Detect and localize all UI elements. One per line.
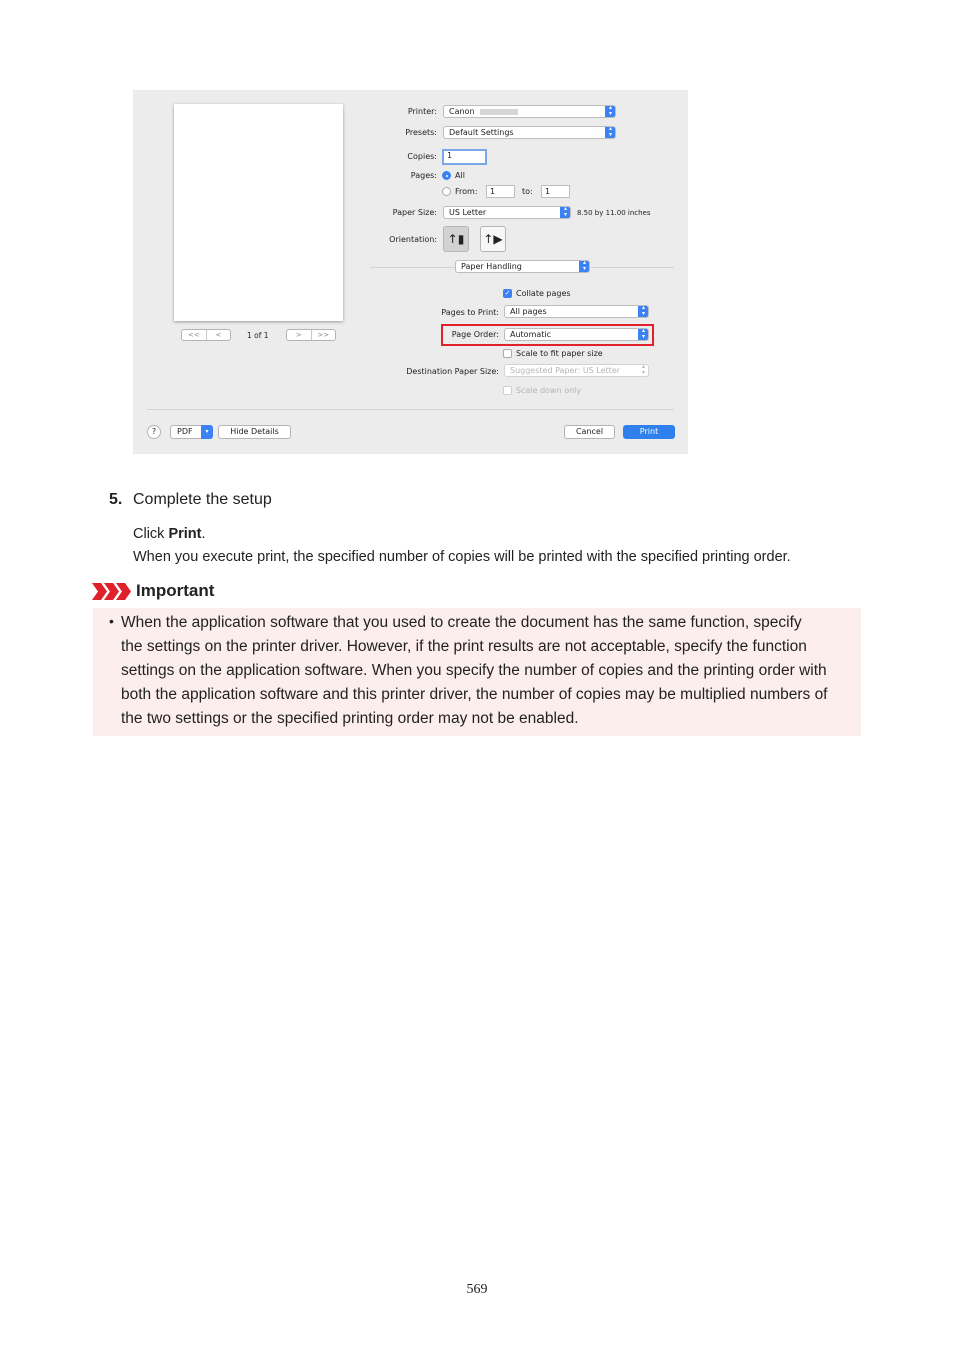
popup-arrows-icon: ▴ ▾ <box>638 328 649 341</box>
scale-to-fit-checkbox[interactable] <box>503 349 512 358</box>
print-dialog-screenshot <box>133 90 688 454</box>
popup-arrows-icon: ▴ ▾ <box>560 206 571 219</box>
important-text: When the application software that you used to create the document has the same function, specify the settings on the printer driver. However, if the print results are not acceptable, specify the function settings on the application software. When you specify the number of copies and the printing order with both the application software and this printer driver, the number of copies may be multiplied numbers of the two settings or the specified printing order may not be enabled. <box>121 614 828 727</box>
pdf-button[interactable] <box>170 425 213 439</box>
page-order-highlight-box <box>441 324 654 346</box>
bullet: • <box>109 613 114 629</box>
orientation-label: Orientation: <box>389 235 437 244</box>
step-title: Complete the setup <box>133 491 272 508</box>
printer-popup[interactable] <box>443 105 616 118</box>
collate-label: Collate pages <box>516 289 571 298</box>
page-preview <box>174 104 343 321</box>
pages-all-radio[interactable] <box>442 171 451 180</box>
separator-left <box>370 267 455 268</box>
important-title: Important <box>136 581 215 600</box>
presets-label: Presets: <box>405 128 437 137</box>
destination-paper-size-value: Suggested Paper: US Letter <box>510 366 621 375</box>
popup-arrows-icon: ▴ ▾ <box>641 364 645 376</box>
click-suffix: . <box>201 526 206 542</box>
prev-page-button[interactable]: < <box>206 330 231 340</box>
step-number: 5. <box>109 491 123 508</box>
paper-size-label: Paper Size: <box>392 208 437 217</box>
destination-paper-size-popup[interactable] <box>504 364 649 377</box>
step-description: When you execute print, the specified number of copies will be printed with the specified printing order. <box>133 549 791 565</box>
printer-value: Canon <box>449 107 475 116</box>
important-box <box>93 608 861 736</box>
page-indicator: 1 of 1 <box>247 331 269 340</box>
paper-size-popup[interactable] <box>443 206 571 219</box>
footer-separator <box>147 409 674 410</box>
pages-to-print-label: Pages to Print: <box>441 308 499 317</box>
click-bold: Print <box>168 526 202 542</box>
presets-value: Default Settings <box>449 128 514 137</box>
click-instruction <box>133 526 206 542</box>
popup-arrows-icon: ▴ ▾ <box>605 105 616 118</box>
collate-checkbox[interactable]: ✓ <box>504 289 511 297</box>
pages-from-label: From: <box>455 187 478 196</box>
popup-arrows-icon: ▴ ▾ <box>579 260 590 273</box>
orientation-portrait-button[interactable]: ↑▮ <box>443 226 469 252</box>
paper-dimensions: 8.50 by 11.00 inches <box>577 209 651 217</box>
printer-model-redacted <box>480 109 518 115</box>
help-button[interactable]: ? <box>147 425 161 439</box>
pages-to-label: to: <box>522 187 533 196</box>
pages-label: Pages: <box>410 171 437 180</box>
pages-from-input[interactable]: 1 <box>486 185 515 198</box>
page-order-label: Page Order: <box>451 330 499 339</box>
first-page-button[interactable]: << <box>187 331 200 339</box>
printer-label: Printer: <box>407 107 437 116</box>
panel-value: Paper Handling <box>461 262 522 271</box>
pdf-label: PDF <box>177 427 193 436</box>
paper-size-value: US Letter <box>449 208 487 217</box>
scale-to-fit-label: Scale to fit paper size <box>516 349 603 358</box>
last-page-button[interactable]: >> <box>311 330 336 340</box>
orientation-landscape-button[interactable]: ↑▶ <box>480 226 506 252</box>
triple-chevron-icon <box>92 583 132 600</box>
pages-to-print-popup[interactable] <box>504 305 649 318</box>
preview-next-buttons[interactable] <box>286 329 336 341</box>
copies-label: Copies: <box>407 152 437 161</box>
popup-arrows-icon: ▴ ▾ <box>638 305 649 318</box>
pages-to-input[interactable]: 1 <box>541 185 570 198</box>
destination-paper-size-label: Destination Paper Size: <box>406 367 499 376</box>
presets-popup[interactable] <box>443 126 616 139</box>
cancel-button[interactable]: Cancel <box>564 425 615 439</box>
print-button[interactable]: Print <box>623 425 675 439</box>
next-page-button[interactable]: > <box>295 331 302 339</box>
preview-prev-buttons[interactable] <box>181 329 231 341</box>
copies-input[interactable]: 1 <box>442 149 487 165</box>
chevron-down-icon: ▾ <box>201 425 213 439</box>
hide-details-button[interactable]: Hide Details <box>218 425 291 439</box>
click-prefix: Click <box>133 526 169 542</box>
pages-all-label: All <box>455 171 465 180</box>
page-order-value: Automatic <box>510 330 552 339</box>
panel-popup[interactable] <box>455 260 590 273</box>
separator-right <box>591 267 674 268</box>
scale-down-label: Scale down only <box>516 386 582 395</box>
scale-down-checkbox[interactable] <box>503 386 512 395</box>
page-number: 569 <box>466 1282 488 1297</box>
pages-to-print-value: All pages <box>510 307 547 316</box>
pages-from-radio[interactable] <box>442 187 451 196</box>
popup-arrows-icon: ▴ ▾ <box>605 126 616 139</box>
